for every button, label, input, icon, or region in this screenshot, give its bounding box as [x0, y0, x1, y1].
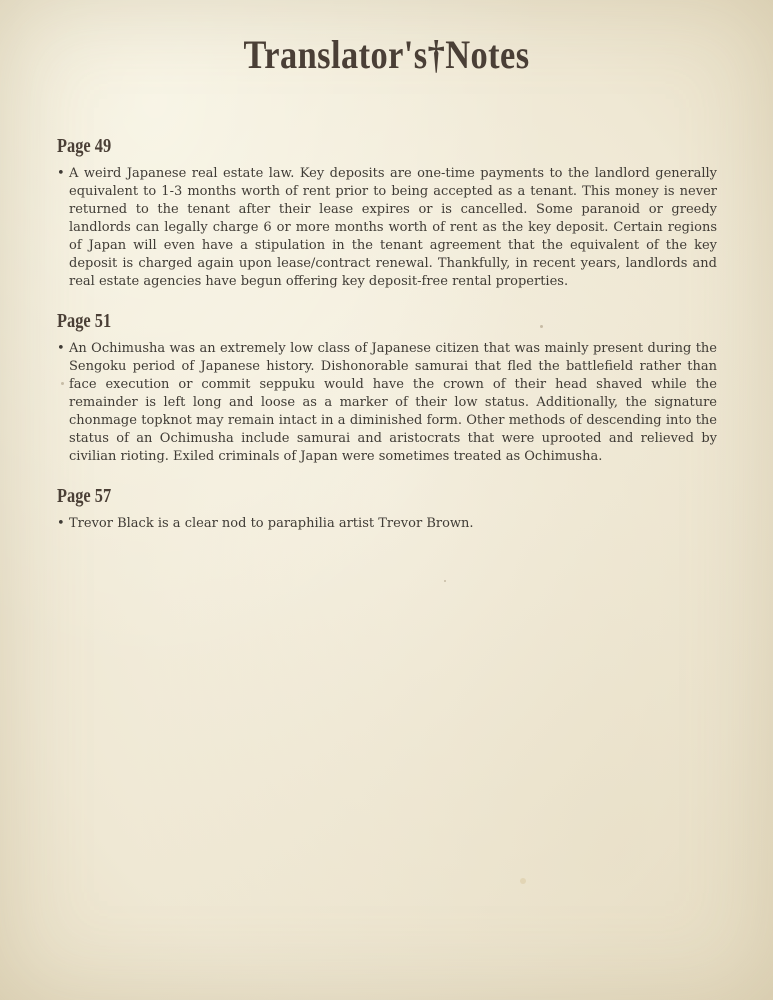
bullet-icon: • — [57, 516, 65, 531]
note-item — [57, 165, 717, 291]
paper-speck — [520, 878, 526, 884]
notes-content — [57, 133, 717, 550]
note-text: An Ochimusha was an extremely low class of Japanese citizen that was mainly present during the Sengoku period of Japanese history. Dishonorable samurai that fled the battlefield rather than face execution or commit seppuku would have the crown of their head shaved while the remainder is left long and loose as a marker of their low status. Additionally, the signature chonmage topknot may remain intact in a diminished form. Other methods of descending into the status of an Ochimusha include samurai and aristocrats that were uprooted and relieved by civilian rioting. Exiled criminals of Japan were sometimes treated as Ochimusha. — [69, 341, 717, 464]
note-section-page-49 — [57, 133, 717, 291]
note-section-page-51 — [57, 308, 717, 466]
bullet-icon: • — [57, 341, 65, 356]
note-section-page-57 — [57, 483, 717, 533]
paper-speck — [444, 580, 446, 582]
section-heading: Page 57 — [57, 485, 112, 507]
note-text: A weird Japanese real estate law. Key deposits are one-time payments to the landlord generally equivalent to 1-3 months worth of rent prior to being accepted as a tenant. This money is never returned to the tenant after their lease expires or is cancelled. Some paranoid or greedy landlords can legally charge 6 or more months worth of rent as the key deposit. Certain regions of Japan will even have a stipulation in the tenant agreement that the equivalent of the key deposit is charged again upon lease/contract renewal. Thankfully, in recent years, landlords and real estate agencies have begun offering key deposit-free rental properties. — [69, 166, 717, 289]
note-item — [57, 515, 717, 533]
section-heading: Page 51 — [57, 310, 112, 332]
note-text: Trevor Black is a clear nod to paraphilia artist Trevor Brown. — [69, 516, 474, 531]
bullet-icon: • — [57, 166, 65, 181]
note-item — [57, 340, 717, 466]
page-title: Translator's†Notes — [243, 32, 530, 77]
section-heading: Page 49 — [57, 135, 112, 157]
